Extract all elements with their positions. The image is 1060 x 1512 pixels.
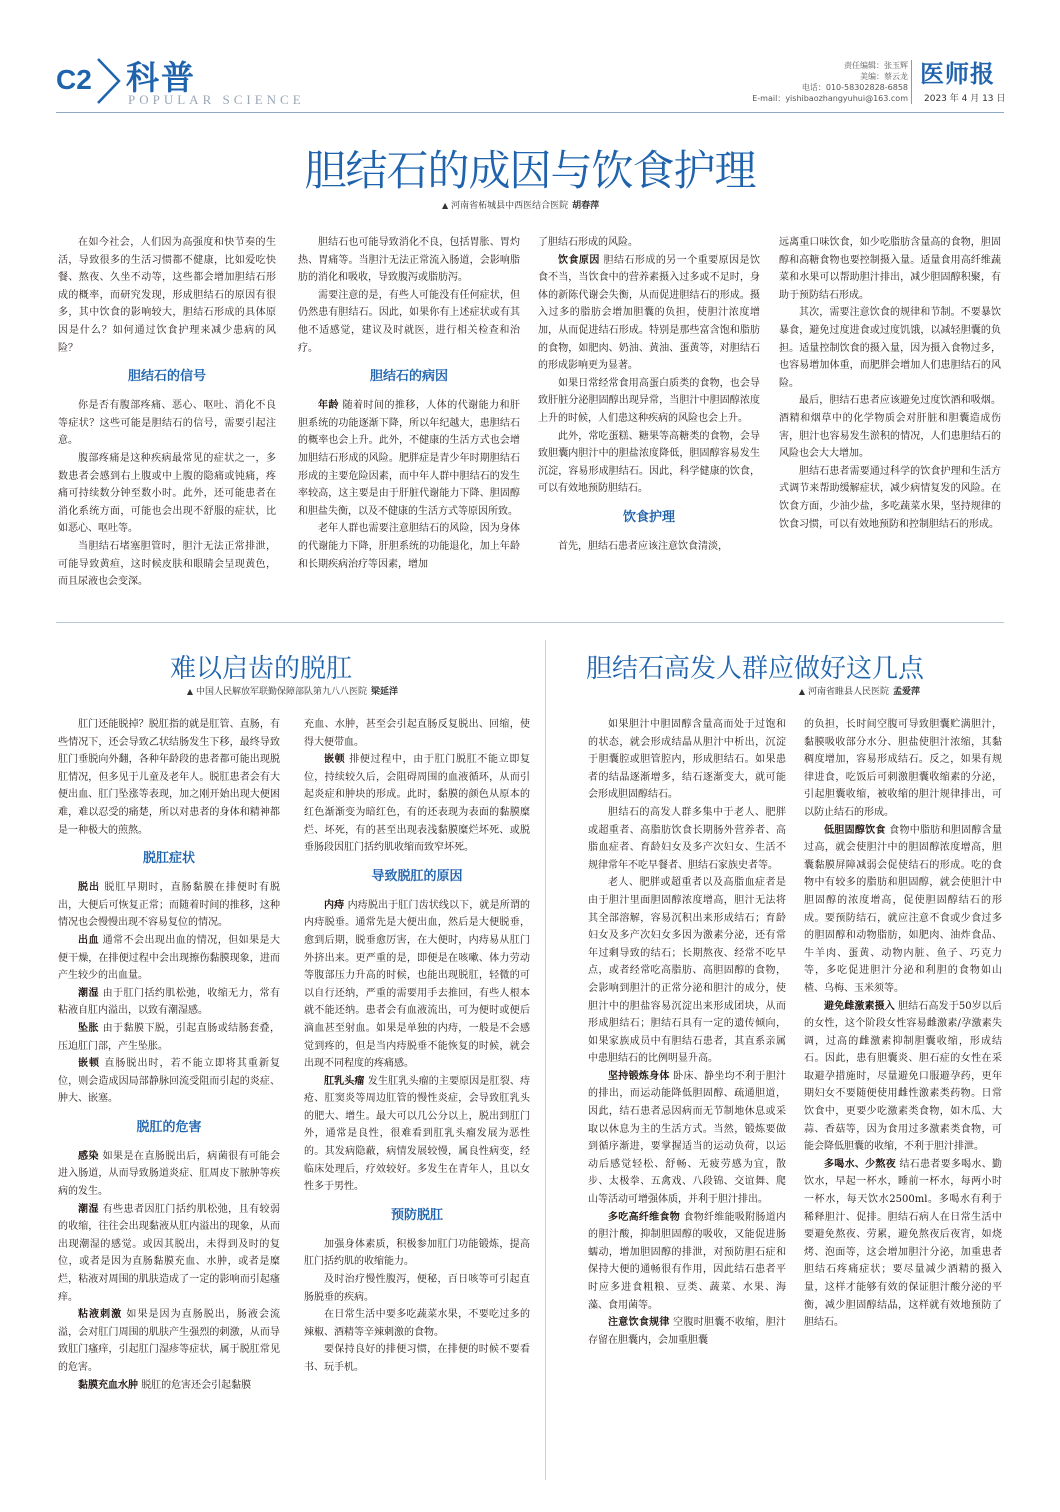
paragraph-text: 食物纤维能吸附肠道内的胆汁酸，抑制胆固醇的吸收，又能促进肠蠕动，增加胆固醇的排泄，对预防胆石症和保持大便的通畅很有作用，因此结石患者平时应多进食粗粮、豆类、蔬菜、水果、海藻、食用菌等。 (588, 1211, 787, 1311)
paragraph (588, 874, 786, 1068)
paragraph (304, 1073, 530, 1196)
paragraph-text: 充血、水肿，甚至会引起直肠反复脱出、回缩，使得大便带血。 (304, 719, 530, 748)
paragraph-text: 及时治疗慢性腹泻，便秘，百日咳等可引起直肠脱垂的疾病。 (304, 1274, 530, 1303)
email-line: E-mail：yishibaozhangyuhui@163.com (752, 94, 908, 103)
article2-byline (187, 684, 398, 697)
paragraph (588, 1209, 786, 1315)
paragraph-text: 由于肛门括约肌松弛，收缩无力，常有粘液自肛内溢出，以致有潮湿感。 (58, 987, 281, 1017)
brand-divider (911, 60, 912, 104)
paragraph-lead: 脱出 (78, 882, 101, 894)
paragraph-lead: 内痔 (324, 899, 345, 911)
paragraph-text: 如果是在直肠脱出后，病菌很有可能会进入肠道，从而导致肠道炎症、肛周皮下脓肿等疾病的发生。 (58, 1150, 281, 1198)
triangle-icon: ▲ (442, 201, 449, 210)
byline-org: 中国人民解放军联勤保障部队第九八八医院 (195, 687, 367, 697)
paragraph-text: 脱肛的危害还会引起黏膜 (141, 1379, 252, 1391)
designer-line: 美编：蔡云龙 (860, 72, 908, 81)
article-column (538, 234, 760, 556)
paragraph-lead: 坠胀 (78, 1022, 99, 1034)
phone-line: 电话：010-58302828-6858 (801, 83, 908, 92)
paragraph (58, 397, 276, 450)
article-column (58, 234, 276, 591)
header-rule (56, 112, 1004, 113)
paragraph-lead: 多喝水、少熬夜 (824, 1158, 896, 1170)
paragraph (58, 234, 276, 357)
paragraph-text: 排便过程中，由于肛门脱肛不能立即复位，持续较久后，会阻碍周围的血液循环，从而引起炎症和肿块的形成。此时，黏膜的颜色从原本的红色渐渐变为暗红色，有的还表现为表面的黏膜糜烂、坏死，有的甚至出现表浅黏膜糜烂坏死、或脱垂肠段因肛门括约肌收缩而致窄坏死。 (304, 754, 531, 854)
paragraph-text: 腹部疼痛是这种疾病最常见的症状之一，多数患者会感到右上腹或中上腹的隐痛或钝痛，疼痛可持续数分钟至数小时。此外，还可能患者在消化系统方面，可能也会出现不舒服的症状，比如恶心、呕吐等。 (58, 452, 276, 535)
paragraph (588, 1068, 786, 1209)
paragraph-text: 远离重口味饮食，如少吃脂肪含量高的食物，胆固醇和高糖食物也要控制摄入量。适量食用高纤维蔬菜和水果可以帮助胆汁排出，减少胆固醇积聚，有助于预防结石形成。 (779, 237, 1001, 301)
masthead-info (752, 60, 908, 104)
paragraph-lead: 黏膜充血水肿 (78, 1379, 138, 1391)
paragraph-text: 脱肛早期时，直肠黏膜在排便时有脱出，大便后可恢复正常；而随着时间的推移，这种情况也会慢慢出现不容易复位的情况。 (58, 882, 281, 929)
paragraph-text: 结石患者要多喝水、勤饮水，早起一杯水，睡前一杯水，每两小时一杯水，每天饮水2500ml。多喝水有利于稀释胆汁、促排。胆结石病人在日常生活中要避免熬夜、劳累，避免熬夜后夜宵，如烧烤、泡面等，这会增加胆汁分泌，加重患者胆结石疼痛症状；要尽量减少酒精的摄入量，这样才能够有效的保证胆汁酸分泌的平衡，减少胆固醇结晶，这样就有效地预防了胆结石。 (804, 1158, 1003, 1329)
paragraph (298, 397, 520, 520)
paragraph (298, 287, 520, 357)
paragraph-text: 需要注意的是，有些人可能没有任何症状，但仍然患有胆结石。因此，如果你有上述症状或有其他不适感觉，建议及时就医，进行相关检查和治疗。 (298, 289, 520, 354)
paragraph-lead: 嵌顿 (78, 1058, 101, 1070)
paragraph (588, 716, 786, 804)
paragraph-text: 发生肛乳头瘤的主要原因是肛裂、痔疮、肛窦炎等周边肛管的慢性炎症，会导致肛乳头的肥大、增生。最大可以几公分以上，脱出到肛门外，通常是良性，很难看到肛乳头瘤发展为恶性的。其发病隐蔽，病情发展较慢，属良性病变，经临床处理后，疗效较好。多发生在青年人，且以女性多于男性。 (304, 1075, 530, 1193)
paragraph-text: 空腹时胆囊不收缩，胆汁存留在胆囊内，会加重胆囊 (588, 1317, 787, 1346)
paragraph (538, 428, 760, 498)
subheading: 脱肛症状 (142, 851, 195, 867)
paragraph (804, 1156, 1002, 1332)
subheading: 饮食护理 (622, 509, 675, 525)
paragraph-text: 当胆结石堵塞胆管时，胆汁无法正常排泄，可能导致黄疸，这时候皮肤和眼睛会呈现黄色，而且尿液也会变深。 (58, 540, 276, 588)
section-divider (56, 622, 1004, 623)
paragraph-lead: 饮食原因 (558, 254, 600, 266)
byline-author: 梁延洋 (370, 687, 398, 697)
paragraph-text: 胆结石也可能导致消化不良，包括胃胀、胃灼热、胃痛等。当胆汁无法正常流入肠道，会影响脂肪的消化和吸收，导致腹泻或脂肪泻。 (298, 237, 520, 284)
paragraph (58, 932, 280, 985)
paragraph-lead: 潮湿 (78, 987, 99, 999)
subheading: 胆结石的信号 (127, 369, 206, 385)
paragraph (304, 1306, 530, 1341)
paragraph-text: 了胆结石形成的风险。 (538, 237, 638, 248)
byline-org: 河南省睢县人民医院 (807, 687, 889, 697)
article-column (58, 716, 280, 1394)
article2-title: 难以启齿的脱肛 (169, 654, 352, 684)
paragraph-text: 其次，需要注意饮食的规律和节制。不要暴饮暴食，避免过度进食或过度饥饿，以减轻胆囊的负担。适量控制饮食的摄入量，因为摄入食物过多，也容易增加体重，而肥胖会增加人们患胆结石的风险。 (779, 307, 1001, 389)
triangle-icon: ▲ (798, 687, 805, 696)
paragraph-text: 最后，胆结石患者应该避免过度饮酒和吸烟。酒精和烟草中的化学物质会对肝脏和胆囊造成伤害，胆汁也容易发生淤积的情况，人们患胆结石的风险也会大大增加。 (779, 395, 1001, 460)
paragraph-lead: 注意饮食规律 (608, 1317, 670, 1329)
paragraph-text: 如果日常经常食用高蛋白质类的食物，也会导致肝脏分泌胆固醇出现异常，当胆汁中胆固醇浓度上升的时候，人们患这种疾病的风险也会上升。 (538, 377, 760, 424)
section-subtitle: POPULAR SCIENCE (128, 92, 305, 107)
paragraph (58, 1055, 280, 1108)
paragraph (804, 822, 1002, 998)
paragraph-text: 老人、肥胖或超重者以及高脂血症者是由于胆汁里面胆固醇浓度增高，胆汁无法将其全部溶解，容易沉积出来形成结石；育龄妇女及多产次妇女多因为激素分泌，还有常年过剩导致的结石；长期熬夜、经常不吃早点，或者经常吃高脂肪、高胆固醇的食物，会影响到胆汁的正常分泌和胆汁的成分，使胆汁中的胆盐容易沉淀出来形成团块，从而形成胆结石；胆结石具有一定的遗传倾向，如果家族成员中有胆结石患者，其直系亲属中患胆结石的比例明显升高。 (588, 877, 786, 1065)
chevron-right-icon (95, 56, 123, 106)
paragraph (304, 751, 530, 857)
paragraph-lead: 避免雌激素摄入 (824, 1000, 895, 1012)
article3-title: 胆结石高发人群应做好这几点 (585, 654, 924, 684)
paragraph-text: 直肠脱出时，若不能立即将其重新复位，则会造成因局部静脉回流受阻而引起的炎症、肿大、嵌塞。 (58, 1058, 281, 1105)
article-column (588, 716, 786, 1349)
article1-byline (442, 198, 599, 211)
paragraph (304, 897, 530, 1073)
paragraph (58, 1201, 280, 1307)
paragraph-lead: 感染 (78, 1150, 99, 1162)
paragraph-text: 胆结石高发于50岁以后的女性，这个阶段女性容易雌激素/孕激素失调，过高的雌激素抑制胆囊收缩，形成结石。因此，患有胆囊炎、胆石症的女性在采取避孕措施时，尽量避免口服避孕药，更年期妇女不要随便使用雌性激素类药物。日常饮食中，更要少吃激素类食物，如木瓜、大蒜、香菇等，因为食用过多激素类食物，可能会降低胆囊的收缩，不利于胆汁排泄。 (804, 1000, 1002, 1153)
issue-date: 2023 年 4 月 13 日 (924, 94, 1006, 104)
paragraph-lead: 坚持锻炼身体 (608, 1070, 670, 1082)
paragraph (298, 234, 520, 287)
article3-byline (799, 684, 920, 697)
column-divider (545, 640, 546, 1480)
paragraph (804, 716, 1002, 822)
article1-title: 胆结石的成因与饮食护理 (304, 146, 756, 195)
paragraph-text: 内痔脱出于肛门齿状线以下，就是所谓的内痔脱垂。通常先是大便出血，然后是大便脱垂，愈到后期，脱垂愈厉害，在大便时，内痔易从肛门外挤出来。更严重的是，即便是在咳嗽、体力劳动等腹部压力升高的时候，也能出现脱肛，轻微的可以自行还纳，严重的需要用手去推回，有些人根本就不能还纳。患者会有血液流出，可为便时或便后滴血甚至射血。如果是单独的内痔，一般是不会感觉到疼的，但是当内痔脱垂不能恢复的时候，就会出现不同程度的疼痛感。 (304, 899, 530, 1070)
paragraph (779, 392, 1001, 462)
paragraph-text: 如果是因为直肠脱出，肠液会流溢，会对肛门周围的肌肤产生强烈的刺激，从而导致肛门瘙痒，引起肛门湿疹等症状，属于脱肛常见的危害。 (58, 1309, 281, 1373)
paragraph-lead: 低胆固醇饮食 (824, 824, 886, 836)
paragraph (779, 463, 1001, 533)
paragraph-lead: 年龄 (318, 400, 339, 412)
paragraph-text: 在日常生活中要多吃蔬菜水果，不要吃过多的辣椒、酒精等辛辣刺激的食物。 (304, 1309, 530, 1338)
article-column (298, 234, 520, 573)
subheading: 导致脱肛的原因 (371, 868, 463, 884)
paragraph-lead: 出血 (78, 934, 99, 946)
page-code: C2 (56, 64, 92, 95)
paragraph (804, 998, 1002, 1156)
paragraph-text: 随着时间的推移，人体的代谢能力和肝胆系统的功能逐渐下降，所以年纪越大，患胆结石的概率也会上升。此外，不健康的生活方式也会增加胆结石形成的风险。肥胖症是青少年时期胆结石形成的主要危险因素，而中年人群中胆结石的发生率较高，这主要是由于肝脏代谢能力下降、胆固醇和胆盐失衡，以及不健康的生活方式等原因所致。 (298, 400, 521, 517)
paragraph-text: 胆结石形成的另一个重要原因是饮食不当，当饮食中的营养素摄入过多或不足时，身体的新陈代谢会失衡，从而促进胆结石的形成。摄入过多的脂肪会增加胆囊的负担，使胆汁浓度增加，从而促进结石形成。特别是那些富含饱和脂肪的食物，如肥肉、奶油、黄油、蛋黄等，对胆结石的形成影响更为显著。 (538, 254, 761, 372)
paragraph-text: 此外，常吃蛋糕、糖果等高糖类的食物，会导致胆囊内胆汁中的胆盐浓度降低，胆固醇容易发生沉淀，容易形成胆结石。因此，科学健康的饮食，可以有效地预防胆结石。 (538, 430, 760, 495)
paragraph (58, 1020, 280, 1055)
paragraph (304, 1271, 530, 1306)
paragraph-text: 你是否有腹部疼痛、恶心、呕吐、消化不良等症状？这些可能是胆结石的信号，需要引起注意。 (58, 400, 276, 447)
paragraph (538, 375, 760, 428)
paragraph (588, 1314, 786, 1349)
paragraph-text: 胆结石的高发人群多集中于老人、肥胖或超重者、高脂肪饮食长期肠外营养者、高脂血症者、育龄妇女及多产次妇女、生活不规律常年不吃早餐者、胆结石家族史者等。 (588, 806, 786, 871)
section-title: 科普 (126, 58, 196, 97)
paragraph (779, 304, 1001, 392)
paragraph-text: 的负担，长时间空腹可导致胆囊贮满胆汁，黏膜吸收部分水分、胆盐使胆汁浓缩，其黏稠度增加，容易形成结石。反之，如果有规律进食，吃饭后可刺激胆囊收缩素的分泌，引起胆囊收缩，被收缩的胆汁规律排出，可以防止结石的形成。 (804, 719, 1002, 818)
paragraph (58, 985, 280, 1020)
paragraph (58, 1306, 280, 1376)
paragraph-lead: 多吃高纤维食物 (608, 1211, 680, 1223)
triangle-icon: ▲ (186, 687, 193, 696)
paragraph (58, 1148, 280, 1201)
paragraph-text: 要保持良好的排便习惯，在排便的时候不要看书、玩手机。 (304, 1344, 530, 1373)
subheading: 预防脱肛 (390, 1207, 443, 1223)
paragraph-text: 老年人群也需要注意胆结石的风险，因为身体的代谢能力下降，肝胆系统的功能退化，加上年龄和长期疾病治疗等因素，增加 (298, 523, 520, 570)
paragraph (58, 538, 276, 591)
paragraph-text: 胆结石患者需要通过科学的饮食护理和生活方式调节来帮助缓解症状，减少病情复发的风险。在饮食方面，少油少盐，多吃蔬菜水果，坚持规律的饮食习惯，可以有效地预防和控制胆结石的形成。 (779, 465, 1001, 530)
paragraph-text: 肛门还能脱掉？脱肛指的就是肛管、直肠，有些情况下，还会导致乙状结肠发生下移，最终导致肛门垂脱向外翻，各种年龄段的患者都可能出现脱肛情况，但多见于儿童及老年人。脱肛患者会有大便出血、肛门坠涨等表现，加之刚开始出现大便困难，难以忍受的痛楚，所以对患者的身体和精神都是一种极大的煎熬。 (58, 719, 280, 836)
article-column (304, 716, 530, 1377)
paragraph (538, 252, 760, 375)
paragraph-lead: 潮湿 (78, 1203, 99, 1215)
paragraph (58, 450, 276, 538)
paragraph (779, 234, 1001, 304)
paragraph (298, 520, 520, 573)
paragraph-text: 通常不会出现出血的情况，但如果是大便干燥，在排便过程中会出现擦伤黏膜现象，进而产生较少的出血量。 (58, 934, 281, 982)
paragraph-text: 有些患者因肛门括约肌松弛，且有较弱的收缩，往往会出现黏液从肛内溢出的现象，从而出现潮湿的感觉。或因其脱出，未得到及时的复位，或者是因为直肠黏膜充血、水肿，或者是糜烂，粘液对周围的肌肤造成了一定的影响而引起瘙痒。 (58, 1203, 281, 1303)
paragraph (588, 804, 786, 874)
newspaper-logo: 医师报 (920, 60, 995, 88)
paragraph-text: 首先，胆结石患者应该注意饮食清淡， (558, 540, 728, 552)
subheading: 脱肛的危害 (136, 1119, 202, 1135)
paragraph-text: 卧床、静坐均不利于胆汁的排出，而运动能降低胆固醇、疏通胆道，因此，结石患者忌因病而无节制地休息或采取以休息为主的生活方式。当然，锻炼要做到循序渐进，要掌握适当的运动负荷，以运动后感觉轻松、舒畅、无疲劳感为宜，散步、太极拳、五禽戏、八段锦、交谊舞、爬山等活动可增强体质，并利于胆汁排出。 (588, 1070, 787, 1206)
paragraph (538, 538, 760, 556)
paragraph-lead: 嵌顿 (324, 754, 346, 766)
paragraph (304, 1341, 530, 1376)
paragraph (58, 716, 280, 839)
paragraph (304, 1236, 530, 1271)
byline-author: 孟爱萍 (892, 687, 920, 697)
paragraph-text: 食物中脂肪和胆固醇含量过高，就会使胆汁中的胆固醇浓度增高，胆囊黏膜屏障减弱会促使结石的形成。吃的食物中有较多的脂肪和胆固醇，就会使胆汁中胆固醇的浓度增高，促使胆固醇结石的形成。要预防结石，就应注意不食或少食过多的胆固醇和动物脂肪，如肥肉、油炸食品、牛羊肉、蛋黄、动物内脏、鱼子、巧克力等，多吃促进胆汁分泌和利胆的食物如山楂、乌梅、玉米须等。 (804, 824, 1003, 994)
subheading: 胆结石的病因 (369, 369, 448, 385)
paragraph-text: 加强身体素质，积极参加肛门功能锻炼，提高肛门括约肌的收缩能力。 (304, 1238, 530, 1268)
paragraph-lead: 粘液刺激 (78, 1309, 123, 1321)
paragraph-lead: 肛乳头瘤 (324, 1075, 365, 1087)
article-column (779, 234, 1001, 533)
paragraph (304, 716, 530, 751)
paragraph (58, 879, 280, 932)
paragraph (538, 234, 760, 252)
editor-line: 责任编辑：张玉辉 (844, 61, 908, 70)
paragraph-text: 在如今社会，人们因为高强度和快节奏的生活，导致很多的生活习惯都不健康，比如爱吃快餐、熬夜、久坐不动等，这些都会增加胆结石形成的概率，而研究发现，形成胆结石的原因有很多，其中饮食的影响较大，胆结石形成的具体原因是什么？如何通过饮食护理来减少患病的风险？ (58, 237, 276, 354)
byline-org: 河南省柘城县中西医结合医院 (451, 201, 569, 211)
paragraph-text: 由于黏膜下脱，引起直肠或结肠套叠，压迫肛门部，产生坠胀。 (58, 1022, 281, 1052)
article-column (804, 716, 1002, 1332)
paragraph-text: 如果胆汁中胆固醇含量高而处于过饱和的状态，就会形成结晶从胆汁中析出，沉淀于胆囊腔或胆管腔内，形成胆结石。如果患者的结晶逐渐增多，结石逐渐变大，就可能会形成胆固醇结石。 (588, 719, 786, 801)
paragraph (58, 1377, 280, 1395)
byline-author: 胡春萍 (572, 201, 600, 211)
